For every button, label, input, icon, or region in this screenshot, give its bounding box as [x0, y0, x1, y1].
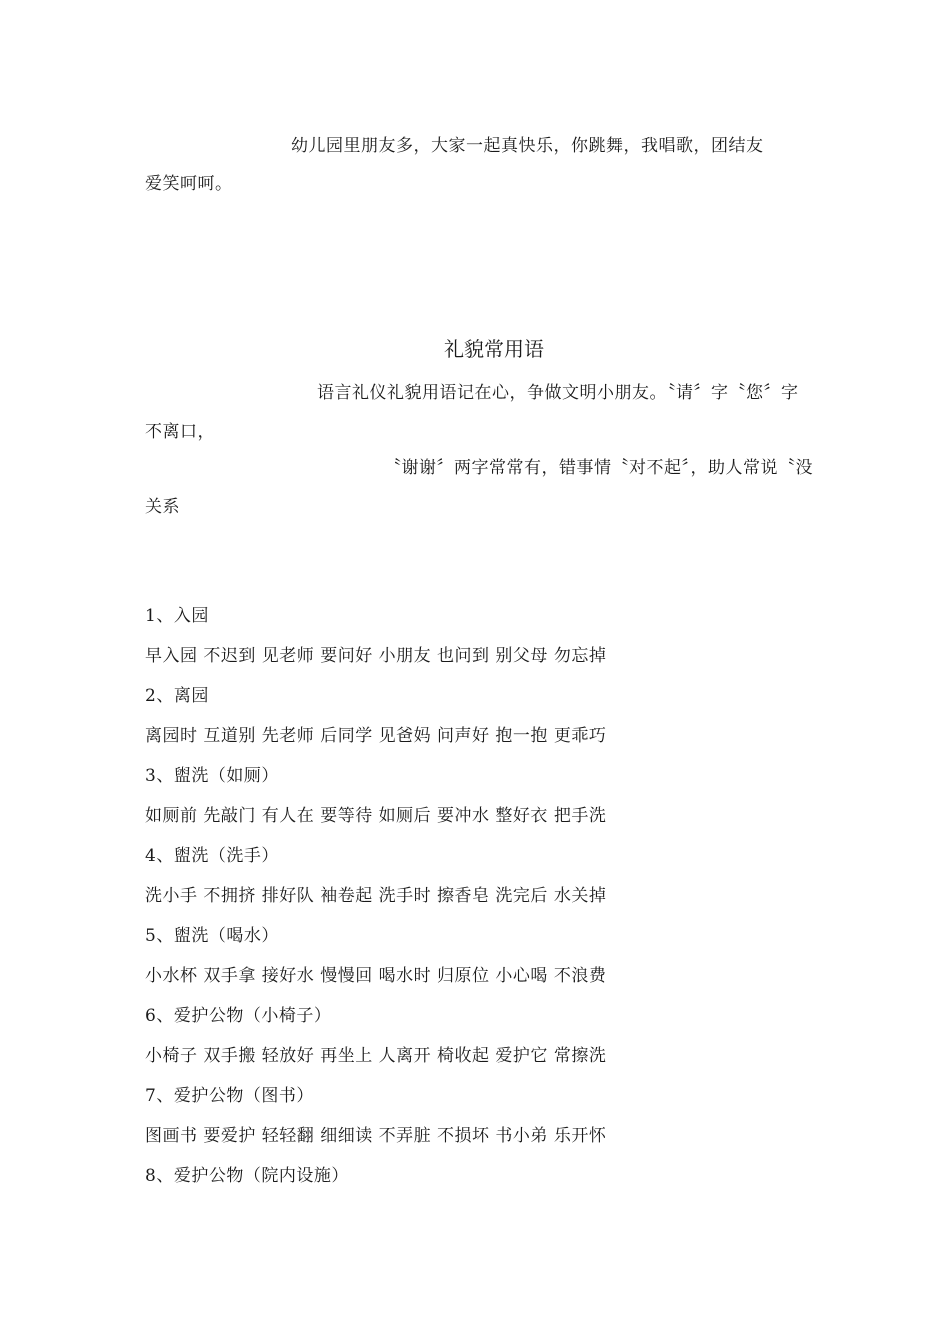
item-text: 小水杯 双手拿 接好水 慢慢回 喝水时 归原位 小心喝 不浪费 — [145, 966, 607, 986]
item-heading: 8、爱护公物（院内设施） — [145, 1166, 349, 1186]
intro-line-2: 爱笑呵呵。 — [145, 174, 233, 194]
item-heading: 4、盥洗（洗手） — [145, 846, 279, 866]
item-heading: 2、离园 — [145, 686, 209, 706]
item-heading: 3、盥洗（如厕） — [145, 766, 279, 786]
item-text: 如厕前 先敲门 有人在 要等待 如厕后 要冲水 整好衣 把手洗 — [145, 806, 607, 826]
item-heading: 6、爱护公物（小椅子） — [145, 1006, 332, 1026]
paragraph-1-line-1: 语言礼仪礼貌用语记在心，争做文明小朋友。〝请〞字〝您〞字 — [317, 383, 799, 403]
item-text: 早入园 不迟到 见老师 要问好 小朋友 也问到 别父母 勿忘掉 — [145, 646, 607, 666]
item-text: 图画书 要爱护 轻轻翻 细细读 不弄脏 不损坏 书小弟 乐开怀 — [145, 1126, 607, 1146]
item-heading: 7、爱护公物（图书） — [145, 1086, 314, 1106]
intro-line-1: 幼儿园里朋友多，大家一起真快乐，你跳舞，我唱歌，团结友 — [291, 136, 764, 156]
item-text: 小椅子 双手搬 轻放好 再坐上 人离开 椅收起 爱护它 常擦洗 — [145, 1046, 607, 1066]
item-text: 离园时 互道别 先老师 后同学 见爸妈 问声好 抱一抱 更乖巧 — [145, 726, 607, 746]
paragraph-1-line-2: 不离口， — [145, 422, 215, 442]
item-heading: 5、盥洗（喝水） — [145, 926, 279, 946]
item-heading: 1、入园 — [145, 606, 209, 626]
etiquette-list — [145, 604, 606, 1204]
item-text: 洗小手 不拥挤 排好队 袖卷起 洗手时 擦香皂 洗完后 水关掉 — [145, 886, 607, 906]
paragraph-2-line-1: 〝谢谢〞两字常常有，错事情〝对不起〞，助人常说〝没 — [384, 458, 813, 478]
section-title: 礼貌常用语 — [444, 337, 544, 361]
paragraph-2-line-2: 关系 — [145, 497, 180, 517]
